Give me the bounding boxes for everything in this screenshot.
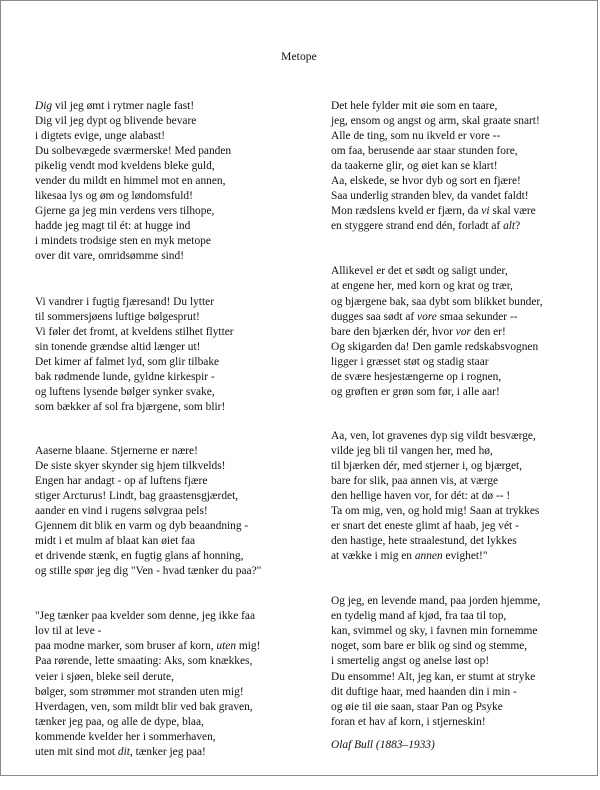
poem-line [331, 444, 591, 459]
poem-line [331, 385, 591, 400]
poem-line [331, 219, 591, 234]
emphasis-text: dit [117, 745, 130, 758]
line-text: mig! [236, 640, 261, 653]
poem-line [331, 264, 591, 279]
line-text: Ta om mig, ven, og hold mig! Saan at trykkes [331, 505, 540, 518]
poem-line [35, 474, 303, 489]
poem-line [331, 370, 591, 385]
line-text: paa modne marker, som bruser af korn, [35, 640, 217, 653]
poem-line [331, 99, 591, 114]
line-text: sin tonende grændse altid længer ut! [35, 340, 201, 353]
poem-line [331, 159, 591, 174]
poem-line [331, 204, 591, 219]
line-text: vil jeg ømt i rytmer nagle fast! [52, 100, 195, 112]
line-text: De siste skyer skynder sig hjem tilkvelds! [35, 459, 226, 472]
line-text: bare for slik, paa annen vis, at værge [331, 474, 499, 487]
poem-line [331, 144, 591, 159]
poem-line [331, 670, 591, 685]
emphasis-text: annen [414, 550, 443, 563]
poem-line [331, 624, 591, 639]
poem-line [35, 564, 303, 579]
line-text: uten mit sind mot [35, 745, 118, 758]
line-text: foran et hav af korn, i stjerneskin! [331, 715, 486, 728]
poem-line [331, 325, 591, 340]
line-text: og øie til øie saan, staar Pan og Psyke [331, 700, 503, 713]
poem-line [331, 534, 591, 549]
line-text: da taakerne glir, og øiet kan se klart! [331, 160, 498, 173]
line-text: bak rødmende lunde, gyldne kirkespir - [35, 370, 215, 383]
line-text: Gjennem dit blik en varm og dyb beaandning - [35, 520, 249, 533]
line-text: aander en vind i rugens sølvgraa pels! [35, 505, 208, 518]
poem-line [35, 234, 303, 249]
poem-line [35, 355, 303, 370]
poem-line [331, 549, 591, 564]
line-text: i smertelig angst og anelse løst op! [331, 655, 490, 668]
line-text: Alle de ting, som nu ikveld er vore -- [331, 130, 501, 143]
line-text: tænker jeg paa, og alle de dype, blaa, [35, 715, 204, 728]
line-text: pikelig vendt mod kveldens bleke guld, [35, 160, 215, 173]
line-text: kommende kvelder her i sommerhaven, [35, 730, 216, 743]
line-text: i digtets evige, unge alabast! [35, 130, 166, 143]
line-text: til sommersjøens luftige bølgesprut! [35, 310, 200, 323]
poem-line [35, 519, 303, 534]
poem-line [331, 519, 591, 534]
line-text: smaa sekunder -- [436, 310, 518, 323]
line-text: evighet!" [442, 550, 488, 563]
line-text: ligger i græsset støt og stadig staar [331, 355, 489, 368]
line-text: kan, svimmel og sky, i favnen min fornemme [331, 625, 538, 638]
line-text: Og skigarden da! Den gamle redskabsvognen [331, 340, 539, 353]
stanza [35, 444, 303, 579]
poem-line [331, 489, 591, 504]
poem-line [331, 594, 591, 609]
line-text: den hastige, hete straalestund, det lykkes [331, 535, 517, 548]
poem-line [331, 654, 591, 669]
emphasis-text: vi [481, 205, 490, 218]
line-text: er snart det eneste glimt af haab, jeg vét - [331, 520, 519, 533]
line-text: Det kimer af falmet lyd, som glir tilbake [35, 355, 220, 368]
line-text: og bjærgene bak, saa dybt som blikket bunder, [331, 295, 543, 308]
line-text: et drivende stænk, en fugtig glans af honning, [35, 550, 244, 563]
stanza [35, 99, 303, 265]
poem-line [35, 654, 303, 669]
poem-line [331, 355, 591, 370]
stanza [35, 295, 303, 415]
line-text: Dig vil jeg dypt og blivende bevare [35, 115, 197, 128]
line-text: veier i sjøen, bleke seil derute, [35, 670, 174, 683]
poem-line [35, 549, 303, 564]
line-text: , tænker jeg paa! [129, 745, 206, 758]
line-text: Aa, elskede, se hvor dyb og sort en fjære! [331, 175, 521, 188]
poem-line [331, 340, 591, 355]
line-text: den hellige haven vor, for dét: at dø -- ! [331, 490, 511, 503]
line-text: til bjærken dér, med stjerner i, og bjærget, [331, 459, 523, 472]
poem-line [35, 639, 303, 654]
poem-line [331, 504, 591, 519]
poem-line [35, 99, 303, 114]
line-text: vender du mildt en himmel mot en annen, [35, 175, 226, 188]
poem-line [331, 700, 591, 715]
poem-line [35, 189, 303, 204]
line-text: jeg, ensom og angst og arm, skal graate snart! [331, 115, 540, 128]
poem-line [35, 325, 303, 340]
line-text: Det hele fylder mit øie som en taare, [331, 100, 498, 112]
poem-line [35, 504, 303, 519]
poem-line [35, 715, 303, 730]
right-column [331, 99, 591, 753]
poem-line [35, 385, 303, 400]
poem-line [35, 730, 303, 745]
line-text: dit duftige haar, med haanden din i min - [331, 685, 517, 698]
poem-line [331, 685, 591, 700]
line-text: Hverdagen, ven, som mildt blir ved bak graven, [35, 700, 253, 713]
poem-line [331, 114, 591, 129]
line-text: og grøften er grøn som før, i alle aar! [331, 385, 500, 398]
stanza [331, 594, 591, 729]
poem-line [35, 249, 303, 264]
line-text: bølger, som strømmer mot stranden uten mig! [35, 685, 244, 698]
poem-line [35, 745, 303, 760]
line-text: vilde jeg bli til vangen her, med hø, [331, 444, 493, 457]
poem-line [35, 534, 303, 549]
line-text: hadde jeg magt til ét: at hugge ind [35, 220, 191, 233]
line-text: Du ensomme! Alt, jeg kan, er stumt at stryke [331, 670, 536, 683]
emphasis-text: Dig [35, 100, 53, 112]
poem-line [331, 429, 591, 444]
poem-line [35, 219, 303, 234]
line-text: Mon rædslens kveld er fjærn, da [331, 205, 482, 218]
poem-line [35, 174, 303, 189]
line-text: ? [515, 220, 521, 233]
line-text: Gjerne ga jeg min verdens vers tilhope, [35, 205, 215, 218]
line-text: Vi føler det fromt, at kveldens stilhet flytter [35, 325, 234, 338]
poem-line [35, 700, 303, 715]
line-text: Og jeg, en levende mand, paa jorden hjemme, [331, 595, 541, 608]
poem-line [331, 189, 591, 204]
line-text: lov til at leve - [35, 625, 102, 638]
line-text: Allikevel er det et sødt og saligt under, [331, 265, 508, 278]
line-text: stiger Arcturus! Lindt, bag graastensgjærdet, [35, 490, 239, 503]
line-text: Aa, ven, lot gravenes dyp sig vildt besværge, [331, 429, 536, 442]
poem-line [331, 310, 591, 325]
line-text: "Jeg tænker paa kvelder som denne, jeg ikke faa [35, 610, 256, 623]
poem-line [35, 444, 303, 459]
poem-line [35, 370, 303, 385]
line-text: om faa, berusende aar staar stunden fore, [331, 145, 518, 158]
line-text: Engen har andagt - op af luftens fjære [35, 474, 208, 487]
line-text: som bækker af sol fra bjærgene, som blir! [35, 400, 226, 413]
poem-line [35, 624, 303, 639]
line-text: at engene her, med korn og krat og trær, [331, 280, 513, 293]
stanza [35, 609, 303, 759]
line-text: Saa underlig stranden blev, da vandet faldt! [331, 190, 529, 203]
poem-line [331, 715, 591, 730]
poem-line [35, 310, 303, 325]
poem-line [35, 114, 303, 129]
poem-line [331, 639, 591, 654]
poem-line [331, 129, 591, 144]
line-text: og luftens lysende bølger synker svake, [35, 385, 215, 398]
line-text: midt i et mulm af blaat kan øiet faa [35, 535, 196, 548]
line-text: Aaserne blaane. Stjernerne er nære! [35, 444, 198, 457]
line-text: Du solbevægede sværmerske! Med panden [35, 145, 232, 158]
line-text: de svære hesjestængerne op i rognen, [331, 370, 502, 383]
emphasis-text: vor [455, 325, 471, 338]
poem-line [331, 609, 591, 624]
line-text: en styggere strand end dén, forladt af [331, 220, 504, 233]
line-text: over dit vare, omridsømme sind! [35, 250, 184, 263]
emphasis-text: uten [216, 640, 237, 653]
poem-line [35, 609, 303, 624]
poem-line [35, 144, 303, 159]
line-text: og stille spør jeg dig "Ven - hvad tænker du paa?" [35, 565, 262, 578]
poem-line [331, 459, 591, 474]
line-text: en tydelig mand af kjød, fra taa til top, [331, 610, 507, 623]
line-text: noget, som bare er blik og sind og stemme, [331, 640, 528, 653]
poem-line [35, 685, 303, 700]
poem-line [35, 400, 303, 415]
author-signature: Olaf Bull (1883–1933) [331, 738, 435, 751]
poem-line [35, 340, 303, 355]
emphasis-text: vore [417, 310, 437, 323]
poem-line [35, 204, 303, 219]
poem-line [35, 159, 303, 174]
line-text: at vække i mig en [331, 550, 415, 563]
line-text: den er! [470, 325, 506, 338]
poem-line [35, 489, 303, 504]
stanza [331, 99, 591, 234]
poem-line [35, 129, 303, 144]
poem-line [331, 279, 591, 294]
line-text: i mindets trodsige sten en myk metope [35, 235, 211, 248]
poem-line [35, 459, 303, 474]
left-column [35, 99, 303, 790]
line-text: skal være [489, 205, 536, 218]
poem-line [35, 670, 303, 685]
line-text: bare den bjærken dér, hvor [331, 325, 456, 338]
stanza [331, 429, 591, 564]
poem-line [35, 295, 303, 310]
poem-line [331, 295, 591, 310]
poem-title: Metope [281, 51, 317, 63]
stanza [331, 264, 591, 399]
poem-line [331, 474, 591, 489]
line-text: dugges saa sødt af [331, 310, 418, 323]
line-text: Vi vandrer i fugtig fjæresand! Du lytter [35, 295, 214, 308]
line-text: likesaa lys og øm og løndomsfuld! [35, 190, 193, 203]
emphasis-text: alt [503, 220, 516, 233]
poem-line [331, 174, 591, 189]
line-text: Paa rørende, lette smaating: Aks, som knækkes, [35, 655, 253, 668]
